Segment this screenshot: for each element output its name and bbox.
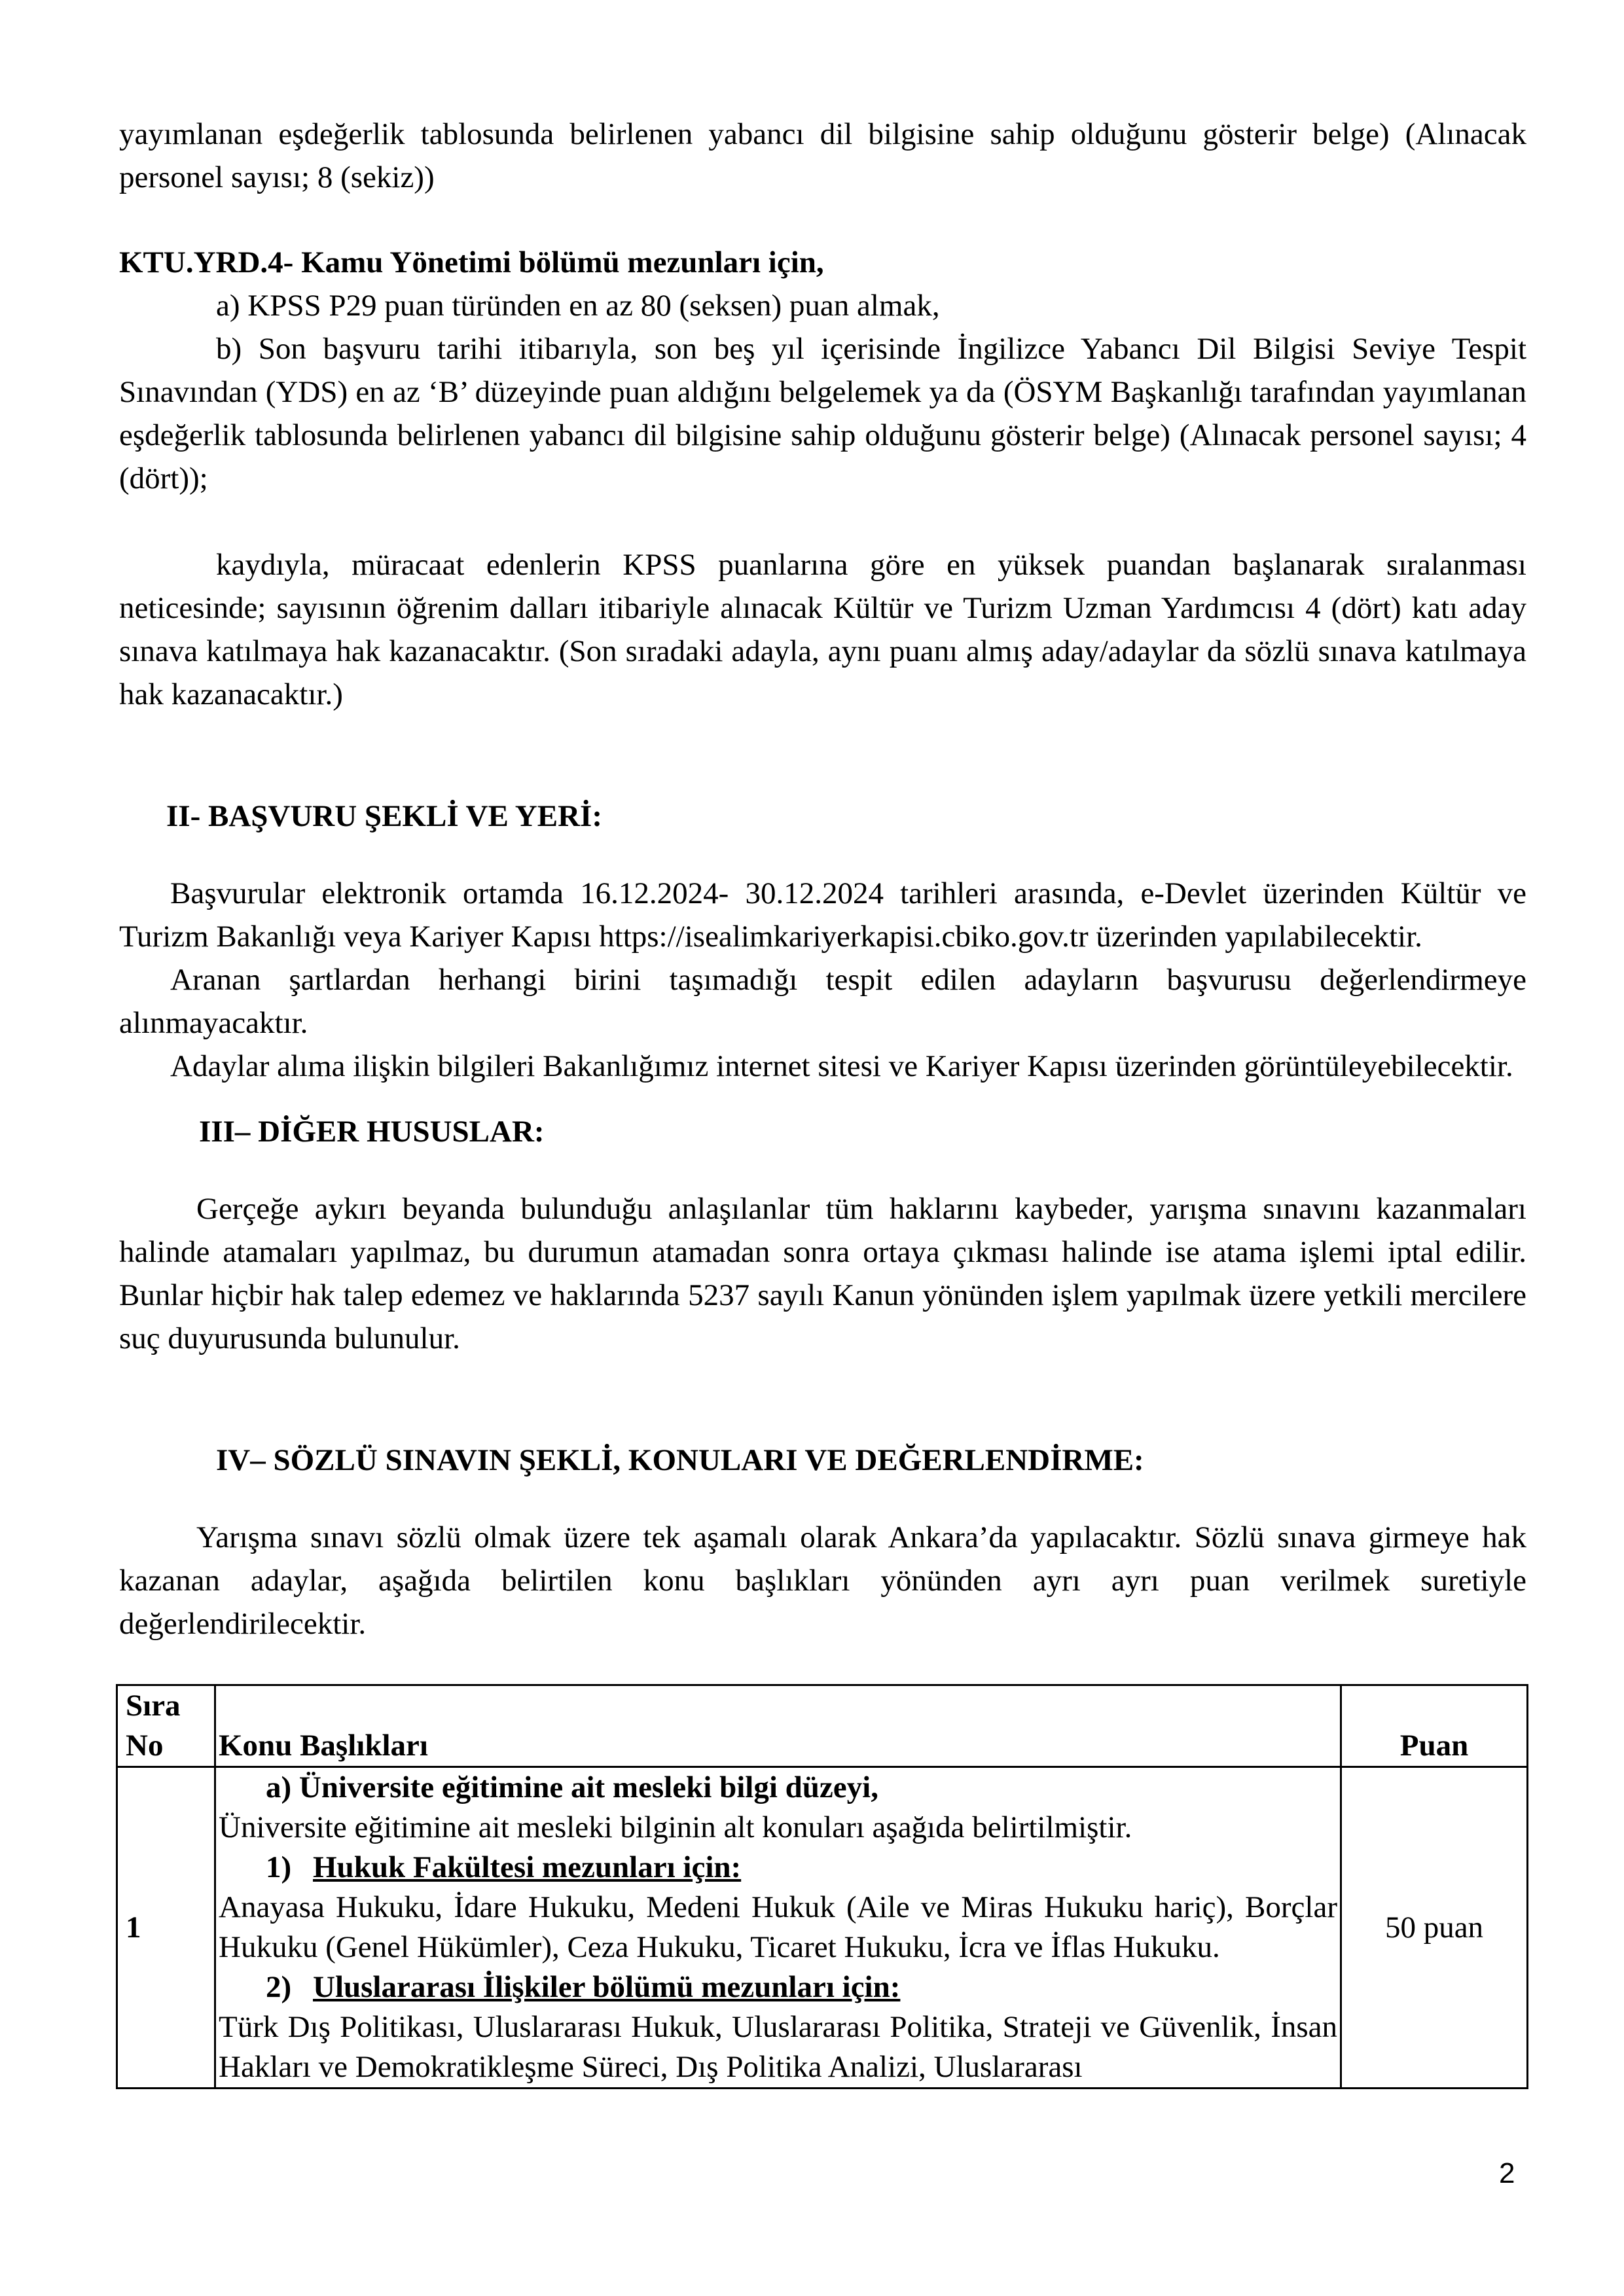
- section-2-paragraph-2: Aranan şartlardan herhangi birini taşımadığı tespit edilen adayların başvurusu değerlendirmeye alınmayacaktır.: [119, 963, 1526, 1040]
- header-sira-label: Sıra: [126, 1689, 181, 1723]
- table-row: [117, 1767, 1528, 2089]
- section-2-heading: II- BAŞVURU ŞEKLİ VE YERİ:: [166, 799, 602, 833]
- row-points: 50 puan: [1341, 1767, 1528, 2089]
- subtopic-1-title: Hukuk Fakültesi mezunları için:: [313, 1850, 742, 1884]
- section-4-heading: IV– SÖZLÜ SINAVIN ŞEKLİ, KONULARI VE DEĞERLENDİRME:: [216, 1443, 1144, 1477]
- subtopic-1-text: Anayasa Hukuku, İdare Hukuku, Medeni Hukuk (Aile ve Miras Hukuku hariç), Borçlar Hukuku (Genel Hükümler), Ceza Hukuku, Ticaret Hukuku, İcra ve İflas Hukuku.: [219, 1890, 1337, 1964]
- exam-topics-table: [116, 1684, 1528, 2089]
- section-2-paragraph-3: Adaylar alıma ilişkin bilgileri Bakanlığımız internet sitesi ve Kariyer Kapısı üzerinden görüntüleyebilecektir.: [170, 1049, 1513, 1083]
- topic-description: Üniversite eğitimine ait mesleki bilginin alt konuları aşağıda belirtilmiştir.: [219, 1810, 1132, 1844]
- subtopic-2-number: 2): [266, 1970, 292, 2004]
- subtopic-1-number: 1): [266, 1850, 292, 1884]
- row-number: 1: [117, 1767, 215, 2089]
- ktu-yrd-4-item-b: b) Son başvuru tarihi itibarıyla, son beş yıl içerisinde İngilizce Yabancı Dil Bilgisi Seviye Tespit Sınavından (YDS) en az ‘B’ düzeyinde puan aldığını belgelemek ya da (ÖSYM Başkanlığı tarafından yayımlanan eşdeğerlik tablosunda belirlenen yabancı dil bilgisine sahip olduğunu gösterir belge) (Alınacak personel sayısı; 4 (dört));: [119, 332, 1526, 495]
- subtopic-1-heading: [219, 1848, 1337, 1888]
- section-4-paragraph: Yarışma sınavı sözlü olmak üzere tek aşamalı olarak Ankara’da yapılacaktır. Sözlü sınava girmeye hak kazanan adaylar, aşağıda belirtilen konu başlıkları yönünden ayrı ayrı puan verilmek suretiyle değerlendirilecektir.: [119, 1520, 1526, 1641]
- page-number: 2: [1499, 2157, 1515, 2189]
- table-header-row: [117, 1685, 1528, 1767]
- ktu-yrd-4-item-a: a) KPSS P29 puan türünden en az 80 (seksen) puan almak,: [216, 289, 940, 323]
- row-topics: [215, 1767, 1341, 2089]
- subtopic-2-title: Uluslararası İlişkiler bölümü mezunları için:: [313, 1970, 901, 2004]
- header-konu-basliklari: Konu Başlıkları: [215, 1685, 1341, 1767]
- intro-paragraph: yayımlanan eşdeğerlik tablosunda belirlenen yabancı dil bilgisine sahip olduğunu gösterir belge) (Alınacak personel sayısı; 8 (sekiz)): [119, 117, 1526, 194]
- header-sira-no: [117, 1685, 215, 1767]
- topic-title: a) Üniversite eğitimine ait mesleki bilgi düzeyi,: [266, 1770, 878, 1804]
- section-3-paragraph: Gerçeğe aykırı beyanda bulunduğu anlaşılanlar tüm haklarını kaybeder, yarışma sınavını kazanmaları halinde atamaları yapılmaz, bu durumun atamadan sonra ortaya çıkması halinde ise atama işlemi iptal edilir. Bunlar hiçbir hak talep edemez ve haklarında 5237 sayılı Kanun yönünden işlem yapılmak üzere yetkili mercilere suç duyurusunda bulunulur.: [119, 1192, 1526, 1355]
- subtopic-2-heading: [219, 1967, 1337, 2007]
- kaydiyla-paragraph: kaydıyla, müracaat edenlerin KPSS puanlarına göre en yüksek puandan başlanarak sıralanması neticesinde; sayısının öğrenim dalları itibariyle alınacak Kültür ve Turizm Uzman Yardımcısı 4 (dört) katı aday sınava katılmaya hak kazanacaktır. (Son sıradaki adayla, aynı puanı almış aday/adaylar da sözlü sınava katılmaya hak kazanacaktır.): [119, 548, 1526, 711]
- section-2-paragraph-1: Başvurular elektronik ortamda 16.12.2024- 30.12.2024 tarihleri arasında, e-Devlet üzerinden Kültür ve Turizm Bakanlığı veya Kariyer Kapısı https://isealimkariyerkapisi.cbiko.gov.tr üzerinden yapılabilecektir.: [119, 876, 1526, 954]
- header-puan: Puan: [1341, 1685, 1528, 1767]
- page-body: [119, 113, 1526, 1645]
- subtopic-2-text: Türk Dış Politikası, Uluslararası Hukuk, Uluslararası Politika, Strateji ve Güvenlik, İnsan Hakları ve Demokratikleşme Süreci, Dış Politika Analizi, Uluslararası: [219, 2010, 1337, 2084]
- section-3-heading: III– DİĞER HUSUSLAR:: [199, 1115, 545, 1149]
- ktu-yrd-4-heading: KTU.YRD.4- Kamu Yönetimi bölümü mezunları için,: [119, 245, 824, 279]
- header-no-label: No: [126, 1729, 164, 1763]
